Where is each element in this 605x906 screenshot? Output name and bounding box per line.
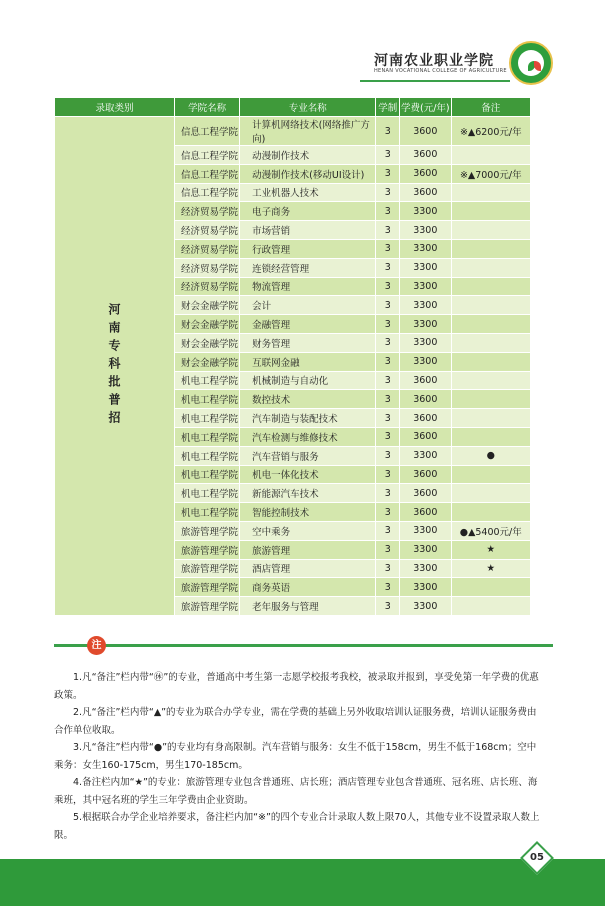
fee-cell: 3600: [400, 427, 451, 446]
major-cell: 会计: [240, 296, 376, 315]
major-cell: 机电一体化技术: [240, 465, 376, 484]
major-cell: 智能控制技术: [240, 503, 376, 522]
page-number: 05: [530, 852, 544, 863]
college-cell: 财会金融学院: [175, 333, 240, 352]
fee-cell: 3300: [400, 446, 451, 465]
page-header: [0, 0, 605, 90]
major-cell: 动漫制作技术(移动UI设计): [240, 164, 376, 183]
note-cell: [451, 484, 530, 503]
note-cell: [451, 202, 530, 221]
fee-cell: 3600: [400, 183, 451, 202]
fee-cell: 3600: [400, 146, 451, 165]
notes-section: [54, 669, 544, 844]
note-cell: ※▲7000元/年: [451, 164, 530, 183]
major-cell: 机械制造与自动化: [240, 371, 376, 390]
years-cell: 3: [376, 183, 400, 202]
note-cell: [451, 352, 530, 371]
years-cell: 3: [376, 521, 400, 540]
fee-cell: 3300: [400, 352, 451, 371]
years-cell: 3: [376, 352, 400, 371]
note-cell: [451, 371, 530, 390]
note-cell: ★: [451, 559, 530, 578]
fee-cell: 3300: [400, 578, 451, 597]
college-cell: 财会金融学院: [175, 296, 240, 315]
college-cell: 机电工程学院: [175, 409, 240, 428]
major-cell: 汽车检测与维修技术: [240, 427, 376, 446]
college-cell: 旅游管理学院: [175, 597, 240, 616]
fee-cell: 3300: [400, 521, 451, 540]
note-cell: [451, 258, 530, 277]
college-cell: 经济贸易学院: [175, 202, 240, 221]
major-cell: 动漫制作技术: [240, 146, 376, 165]
note-cell: [451, 315, 530, 334]
college-cell: 机电工程学院: [175, 390, 240, 409]
years-cell: 3: [376, 503, 400, 522]
years-cell: 3: [376, 315, 400, 334]
years-cell: 3: [376, 446, 400, 465]
fee-cell: 3300: [400, 239, 451, 258]
college-cell: 机电工程学院: [175, 465, 240, 484]
fee-cell: 3300: [400, 221, 451, 240]
header-divider: [360, 80, 510, 82]
college-cell: 机电工程学院: [175, 427, 240, 446]
table-row: [55, 117, 531, 146]
note-cell: [451, 146, 530, 165]
years-cell: 3: [376, 484, 400, 503]
fee-cell: 3600: [400, 390, 451, 409]
years-cell: 3: [376, 465, 400, 484]
tuition-table: [54, 97, 531, 616]
college-cell: 财会金融学院: [175, 352, 240, 371]
major-cell: 新能源汽车技术: [240, 484, 376, 503]
column-header: 专业名称: [240, 98, 376, 117]
years-cell: 3: [376, 296, 400, 315]
years-cell: 3: [376, 258, 400, 277]
major-cell: 酒店管理: [240, 559, 376, 578]
major-cell: 汽车营销与服务: [240, 446, 376, 465]
note-cell: ★: [451, 540, 530, 559]
college-cell: 机电工程学院: [175, 484, 240, 503]
major-cell: 物流管理: [240, 277, 376, 296]
notes-badge: 注: [87, 636, 106, 655]
major-cell: 电子商务: [240, 202, 376, 221]
fee-cell: 3300: [400, 296, 451, 315]
note-item: 4.备注栏内加“★”的专业：旅游管理专业包含普通班、店长班；酒店管理专业包含普通班、冠名班、店长班、海乘班，其中冠名班的学生三年学费由企业资助。: [54, 777, 538, 806]
fee-cell: 3600: [400, 164, 451, 183]
note-item: 1.凡“备注”栏内带“㊡”的专业，普通高中考生第一志愿学校报考我校，被录取并报到，享受免第一年学费的优惠政策。: [54, 672, 539, 701]
major-cell: 空中乘务: [240, 521, 376, 540]
college-cell: 旅游管理学院: [175, 578, 240, 597]
fee-cell: 3300: [400, 258, 451, 277]
college-cell: 经济贸易学院: [175, 258, 240, 277]
years-cell: 3: [376, 540, 400, 559]
school-name: 河南农业职业学院: [374, 53, 494, 69]
note-cell: [451, 221, 530, 240]
years-cell: 3: [376, 117, 400, 146]
note-cell: ●: [451, 446, 530, 465]
major-cell: 金融管理: [240, 315, 376, 334]
years-cell: 3: [376, 390, 400, 409]
years-cell: 3: [376, 578, 400, 597]
note-cell: [451, 597, 530, 616]
years-cell: 3: [376, 559, 400, 578]
major-cell: 工业机器人技术: [240, 183, 376, 202]
fee-cell: 3300: [400, 202, 451, 221]
fee-cell: 3600: [400, 409, 451, 428]
fee-cell: 3300: [400, 597, 451, 616]
college-cell: 旅游管理学院: [175, 540, 240, 559]
college-cell: 机电工程学院: [175, 371, 240, 390]
note-item: 2.凡“备注”栏内带“▲”的专业为联合办学专业，需在学费的基础上另外收取培训认证服务费，培训认证服务费由合作单位收取。: [54, 707, 537, 736]
notes-divider: [54, 644, 553, 647]
college-cell: 信息工程学院: [175, 117, 240, 146]
fee-cell: 3300: [400, 559, 451, 578]
table-body: [55, 117, 531, 616]
column-header: 学制: [376, 98, 400, 117]
years-cell: 3: [376, 146, 400, 165]
years-cell: 3: [376, 164, 400, 183]
college-cell: 财会金融学院: [175, 315, 240, 334]
note-cell: [451, 277, 530, 296]
college-cell: 旅游管理学院: [175, 521, 240, 540]
college-cell: 经济贸易学院: [175, 239, 240, 258]
fee-cell: 3300: [400, 315, 451, 334]
major-cell: 汽车制造与装配技术: [240, 409, 376, 428]
major-cell: 互联网金融: [240, 352, 376, 371]
column-header: 录取类别: [55, 98, 175, 117]
note-cell: [451, 390, 530, 409]
note-cell: [451, 427, 530, 446]
fee-cell: 3300: [400, 540, 451, 559]
fee-cell: 3300: [400, 277, 451, 296]
column-header: 学院名称: [175, 98, 240, 117]
major-cell: 老年服务与管理: [240, 597, 376, 616]
years-cell: 3: [376, 202, 400, 221]
years-cell: 3: [376, 371, 400, 390]
major-cell: 连锁经营管理: [240, 258, 376, 277]
footer-band: [0, 859, 605, 906]
major-cell: 财务管理: [240, 333, 376, 352]
school-name-en: HENAN VOCATIONAL COLLEGE OF AGRICULTURE: [374, 68, 507, 74]
years-cell: 3: [376, 221, 400, 240]
admission-category: 河南专科批普招: [55, 117, 175, 616]
college-cell: 信息工程学院: [175, 146, 240, 165]
fee-cell: 3600: [400, 117, 451, 146]
major-cell: 计算机网络技术(网络推广方向): [240, 117, 376, 146]
major-cell: 数控技术: [240, 390, 376, 409]
college-cell: 机电工程学院: [175, 446, 240, 465]
years-cell: 3: [376, 239, 400, 258]
note-cell: [451, 578, 530, 597]
major-cell: 旅游管理: [240, 540, 376, 559]
fee-cell: 3300: [400, 333, 451, 352]
note-cell: [451, 503, 530, 522]
years-cell: 3: [376, 333, 400, 352]
note-cell: [451, 239, 530, 258]
note-cell: [451, 183, 530, 202]
college-cell: 经济贸易学院: [175, 277, 240, 296]
major-cell: 商务英语: [240, 578, 376, 597]
major-cell: 行政管理: [240, 239, 376, 258]
note-cell: [451, 333, 530, 352]
note-item: 3.凡“备注”栏内带“●”的专业均有身高限制。汽车营销与服务：女生不低于158cm，男生不低于168cm；空中乘务：女生160-175cm，男生170-185cm。: [54, 742, 537, 771]
fee-cell: 3600: [400, 371, 451, 390]
fee-cell: 3600: [400, 503, 451, 522]
college-cell: 机电工程学院: [175, 503, 240, 522]
note-cell: [451, 296, 530, 315]
years-cell: 3: [376, 277, 400, 296]
column-header: 学费(元/年): [400, 98, 451, 117]
college-cell: 旅游管理学院: [175, 559, 240, 578]
years-cell: 3: [376, 597, 400, 616]
note-cell: [451, 409, 530, 428]
column-header: 备注: [451, 98, 530, 117]
school-logo-icon: [509, 41, 553, 85]
college-cell: 经济贸易学院: [175, 221, 240, 240]
college-cell: 信息工程学院: [175, 183, 240, 202]
note-cell: ※▲6200元/年: [451, 117, 530, 146]
years-cell: 3: [376, 427, 400, 446]
note-cell: ●▲5400元/年: [451, 521, 530, 540]
major-cell: 市场营销: [240, 221, 376, 240]
college-cell: 信息工程学院: [175, 164, 240, 183]
table-header-row: [55, 98, 531, 117]
note-cell: [451, 465, 530, 484]
years-cell: 3: [376, 409, 400, 428]
note-item: 5.根据联合办学企业培养要求，备注栏内加“※”的四个专业合计录取人数上限70人，其他专业不设置录取人数上限。: [54, 812, 540, 841]
fee-cell: 3600: [400, 465, 451, 484]
fee-cell: 3600: [400, 484, 451, 503]
